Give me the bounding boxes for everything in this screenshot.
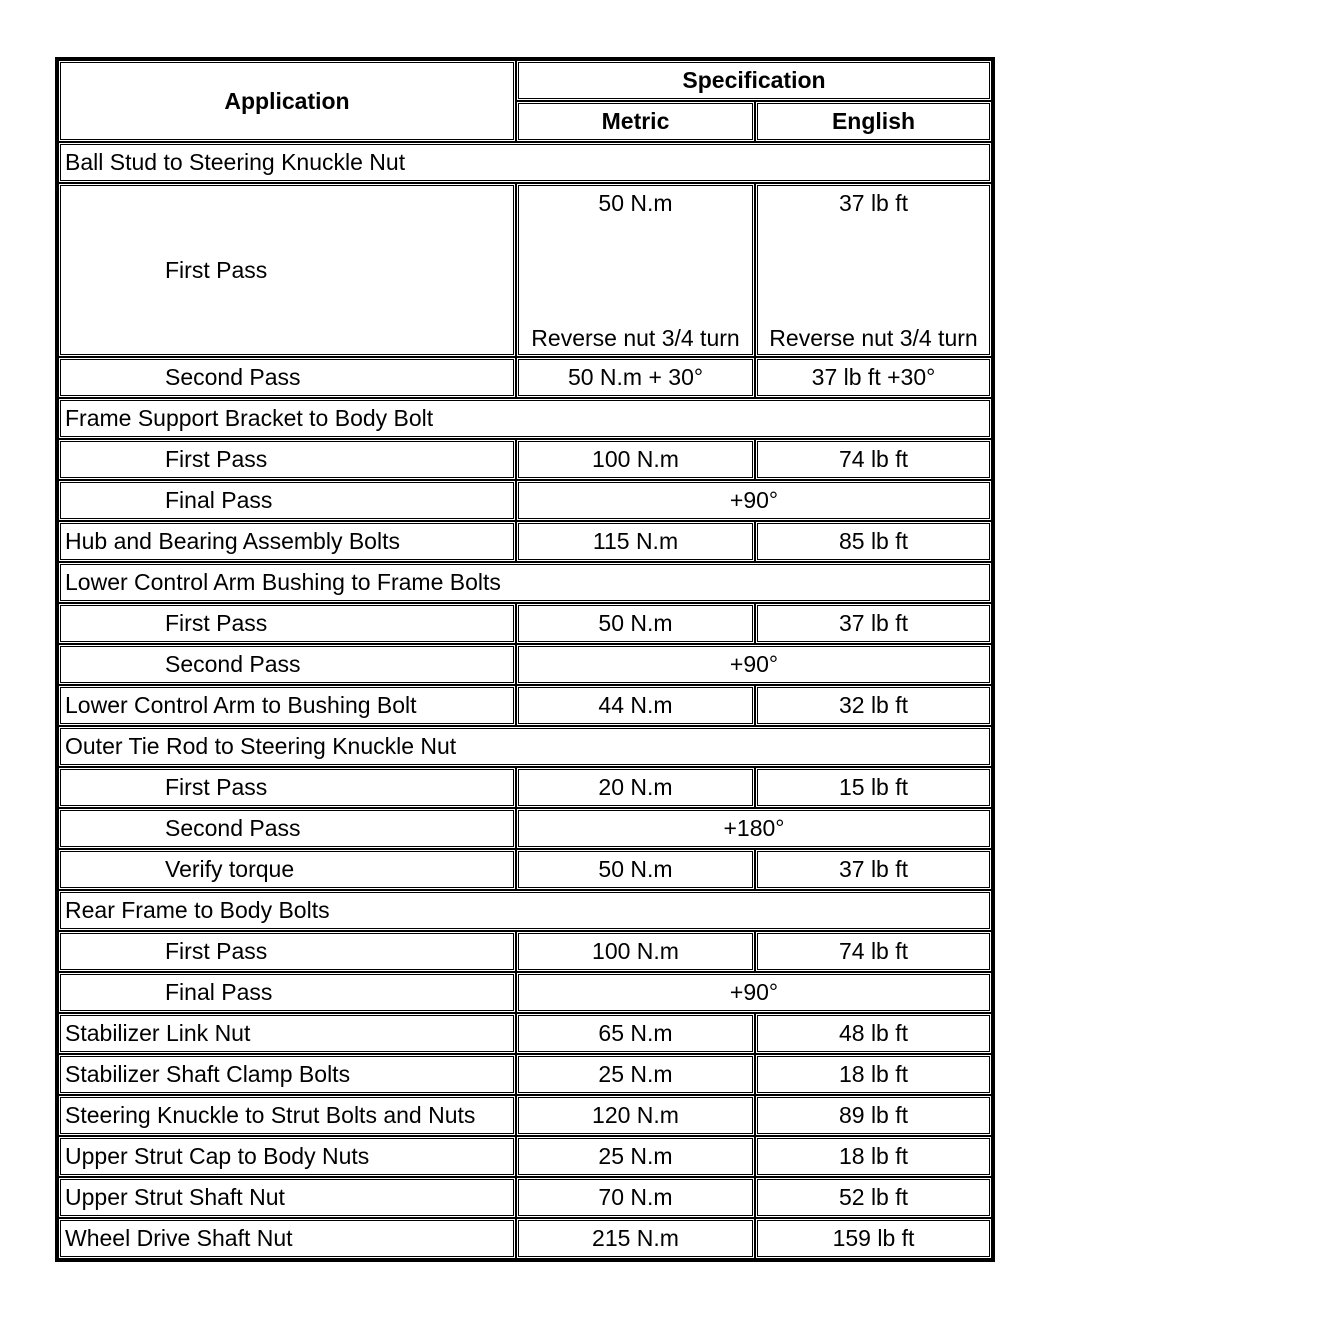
metric-value: 25 N.m — [516, 1054, 755, 1095]
table-row — [58, 183, 992, 357]
step-label: First Pass — [58, 439, 516, 480]
metric-value: 100 N.m — [516, 931, 755, 972]
table-row — [58, 521, 992, 562]
spec-rows — [58, 142, 992, 1259]
application-label: Steering Knuckle to Strut Bolts and Nuts — [58, 1095, 516, 1136]
step-label: First Pass — [58, 183, 516, 357]
table-row — [58, 767, 992, 808]
torque-spec-sheet — [55, 57, 995, 1262]
metric-value: 115 N.m — [516, 521, 755, 562]
application-label: Upper Strut Shaft Nut — [58, 1177, 516, 1218]
english-value: 32 lb ft — [755, 685, 992, 726]
english-value: 74 lb ft — [755, 439, 992, 480]
metric-value: 25 N.m — [516, 1136, 755, 1177]
application-label: Upper Strut Cap to Body Nuts — [58, 1136, 516, 1177]
english-value: 89 lb ft — [755, 1095, 992, 1136]
english-note: Reverse nut 3/4 turn — [769, 325, 978, 351]
application-header: Application — [58, 60, 516, 142]
section-label: Frame Support Bracket to Body Bolt — [58, 398, 992, 439]
step-label: First Pass — [58, 603, 516, 644]
table-row — [58, 726, 992, 767]
section-label: Rear Frame to Body Bolts — [58, 890, 992, 931]
table-row — [58, 1136, 992, 1177]
metric-value: 50 N.m — [516, 849, 755, 890]
english-cell — [755, 183, 992, 357]
step-label: Final Pass — [58, 480, 516, 521]
english-value: 15 lb ft — [755, 767, 992, 808]
table-row — [58, 1218, 992, 1259]
section-label: Ball Stud to Steering Knuckle Nut — [58, 142, 992, 183]
metric-value: 70 N.m — [516, 1177, 755, 1218]
angle-value: +90° — [516, 972, 992, 1013]
table-row — [58, 1054, 992, 1095]
table-row — [58, 808, 992, 849]
step-label: Second Pass — [58, 808, 516, 849]
table-row — [58, 644, 992, 685]
step-label: Second Pass — [58, 644, 516, 685]
metric-header: Metric — [516, 101, 755, 142]
metric-value: 50 N.m + 30° — [516, 357, 755, 398]
table-row — [58, 890, 992, 931]
metric-value: 100 N.m — [516, 439, 755, 480]
application-label: Lower Control Arm to Bushing Bolt — [58, 685, 516, 726]
english-value: 85 lb ft — [755, 521, 992, 562]
english-header: English — [755, 101, 992, 142]
step-label: Final Pass — [58, 972, 516, 1013]
english-value: 52 lb ft — [755, 1177, 992, 1218]
table-row — [58, 603, 992, 644]
application-label: Wheel Drive Shaft Nut — [58, 1218, 516, 1259]
step-label: Second Pass — [58, 357, 516, 398]
metric-value: 50 N.m — [516, 603, 755, 644]
angle-value: +90° — [516, 644, 992, 685]
metric-value: 215 N.m — [516, 1218, 755, 1259]
table-row — [58, 398, 992, 439]
step-label: First Pass — [58, 767, 516, 808]
english-value: 74 lb ft — [755, 931, 992, 972]
table-row — [58, 142, 992, 183]
section-label: Lower Control Arm Bushing to Frame Bolts — [58, 562, 992, 603]
angle-value: +180° — [516, 808, 992, 849]
table-row — [58, 972, 992, 1013]
table-row — [58, 439, 992, 480]
english-value: 18 lb ft — [755, 1136, 992, 1177]
table-row — [58, 1013, 992, 1054]
table-row — [58, 357, 992, 398]
metric-note: Reverse nut 3/4 turn — [531, 325, 740, 351]
metric-value: 120 N.m — [516, 1095, 755, 1136]
english-value: 159 lb ft — [755, 1218, 992, 1259]
table-row — [58, 1095, 992, 1136]
table-row — [58, 1177, 992, 1218]
application-label: Hub and Bearing Assembly Bolts — [58, 521, 516, 562]
metric-cell — [516, 183, 755, 357]
angle-value: +90° — [516, 480, 992, 521]
table-row — [58, 849, 992, 890]
metric-value: 20 N.m — [516, 767, 755, 808]
table-row — [58, 562, 992, 603]
english-value: 48 lb ft — [755, 1013, 992, 1054]
step-label: First Pass — [58, 931, 516, 972]
metric-value: 44 N.m — [516, 685, 755, 726]
english-value: 37 lb ft — [755, 849, 992, 890]
english-value: 37 lb ft — [755, 603, 992, 644]
step-label: Verify torque — [58, 849, 516, 890]
english-value: 37 lb ft +30° — [755, 357, 992, 398]
application-label: Stabilizer Link Nut — [58, 1013, 516, 1054]
table-row — [58, 685, 992, 726]
section-label: Outer Tie Rod to Steering Knuckle Nut — [58, 726, 992, 767]
english-value: 37 lb ft — [838, 190, 909, 216]
specification-header: Specification — [516, 60, 992, 101]
metric-value: 50 N.m — [598, 190, 673, 216]
english-value: 18 lb ft — [755, 1054, 992, 1095]
torque-spec-table — [55, 57, 995, 1262]
table-row — [58, 480, 992, 521]
metric-value: 65 N.m — [516, 1013, 755, 1054]
table-row — [58, 931, 992, 972]
application-label: Stabilizer Shaft Clamp Bolts — [58, 1054, 516, 1095]
